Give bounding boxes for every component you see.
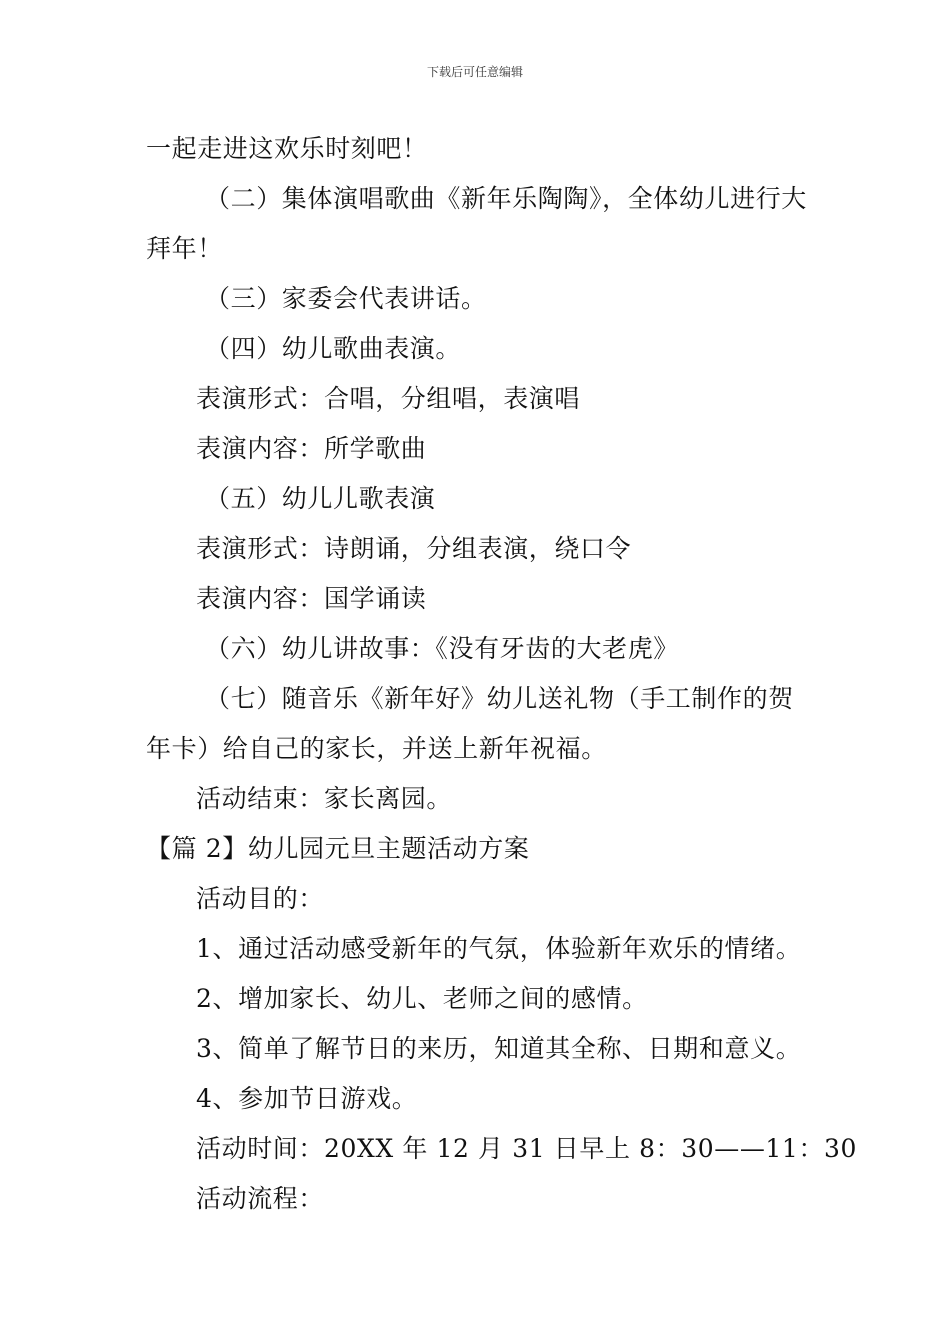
text-line-21: 活动时间：20XX 年 12 月 31 日早上 8：30——11：30 — [196, 1134, 858, 1163]
text-line-22: 活动流程： — [196, 1184, 325, 1213]
text-line-1: 一起走进这欢乐时刻吧！ — [146, 134, 428, 163]
text-line-16: 活动目的： — [196, 884, 325, 913]
text-line-14: 活动结束：家长离园。 — [196, 784, 453, 813]
page-header-note: 下载后可任意编辑 — [426, 65, 523, 79]
text-line-20: 4、参加节日游戏。 — [196, 1084, 418, 1113]
text-line-17: 1、通过活动感受新年的气氛，体验新年欢乐的情绪。 — [196, 934, 802, 963]
text-line-6: 表演形式：合唱，分组唱，表演唱 — [196, 384, 581, 413]
text-line-3: 拜年！ — [146, 234, 223, 263]
text-line-9: 表演形式：诗朗诵，分组表演，绕口令 — [196, 534, 632, 563]
text-line-12: （七）随音乐《新年好》幼儿送礼物（手工制作的贺 — [205, 684, 794, 713]
text-line-19: 3、简单了解节日的来历，知道其全称、日期和意义。 — [196, 1034, 802, 1063]
text-line-7: 表演内容：所学歌曲 — [196, 434, 427, 463]
text-line-11: （六）幼儿讲故事：《没有牙齿的大老虎》 — [205, 634, 679, 663]
text-line-8: （五）幼儿儿歌表演 — [205, 484, 436, 513]
text-line-2: （二）集体演唱歌曲《新年乐陶陶》，全体幼儿进行大 — [205, 184, 807, 213]
text-line-10: 表演内容：国学诵读 — [196, 584, 427, 613]
text-line-4: （三）家委会代表讲话。 — [205, 284, 487, 313]
text-line-13: 年卡）给自己的家长，并送上新年祝福。 — [146, 734, 607, 763]
text-line-18: 2、增加家长、幼儿、老师之间的感情。 — [196, 984, 648, 1013]
section-heading: 【篇 2】幼儿园元旦主题活动方案 — [146, 834, 530, 863]
text-line-5: （四）幼儿歌曲表演。 — [205, 334, 462, 363]
